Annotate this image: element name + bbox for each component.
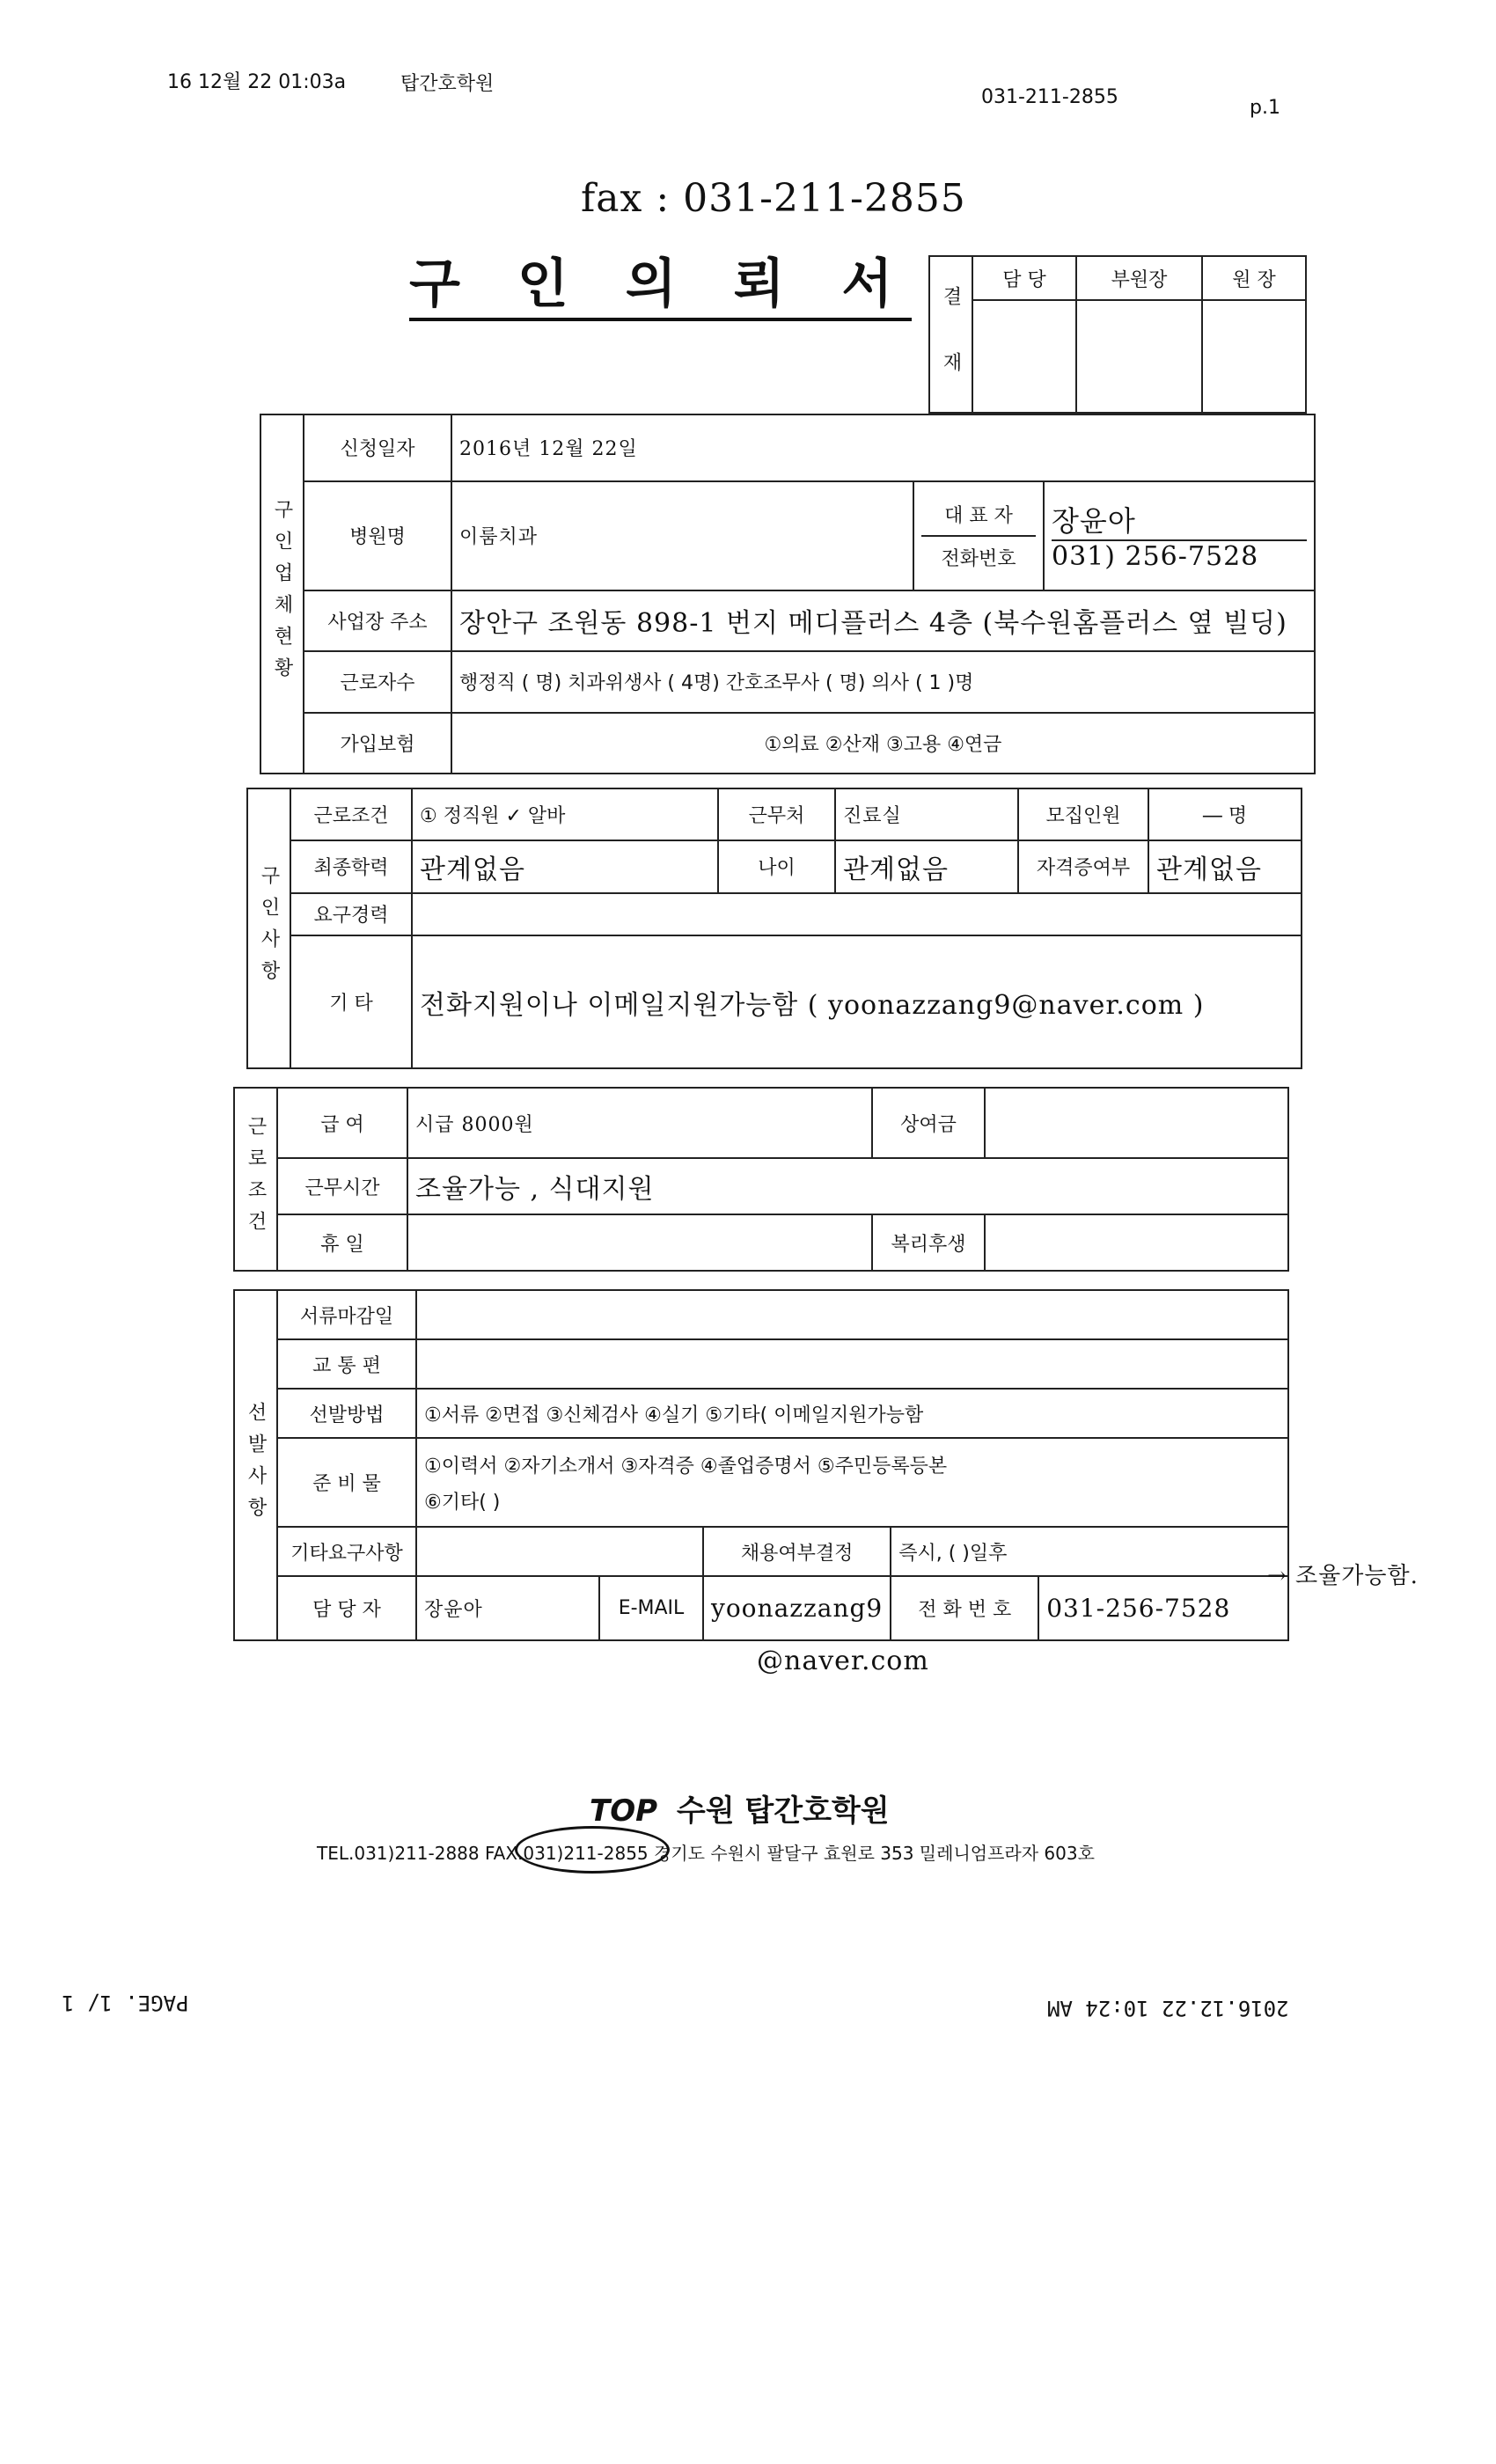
fax-datetime: 16 12월 22 01:03a xyxy=(167,71,347,93)
deadline-value xyxy=(416,1290,1288,1339)
phone-label: 전 화 번 호 xyxy=(891,1576,1038,1640)
manager-value: 장윤아 xyxy=(416,1576,599,1640)
career-label: 요구경력 xyxy=(290,893,412,936)
workplace-value: 진료실 xyxy=(835,788,1018,840)
date-label: 신청일자 xyxy=(304,414,451,481)
rep-value: 장윤아 xyxy=(1052,499,1307,541)
workers-value: 행정직 ( 명) 치과위생사 ( 4명) 간호조무사 ( 명) 의사 ( 1 )명 xyxy=(451,651,1315,712)
email-domain: @naver.com xyxy=(757,1646,929,1676)
documents-line-1: ①이력서 ②자기소개서 ③자격증 ④졸업증명서 ⑤주민등록등본 xyxy=(424,1455,948,1478)
tel-label: 전화번호 xyxy=(941,547,1016,570)
manager-label: 담 당 자 xyxy=(277,1576,416,1640)
recruit-count-value: ― 명 xyxy=(1148,788,1302,840)
mirrored-timestamp: 2016.12.22 10:24 AM xyxy=(1047,1996,1289,2020)
school-name: 수원 탑간호학원 xyxy=(676,1793,890,1829)
etc-value: 전화지원이나 이메일지원가능함 ( yoonazzang9@naver.com ) xyxy=(412,935,1302,1068)
handwritten-fax-number: fax : 031-211-2855 xyxy=(581,176,966,221)
section4-side-label: 선발사항 xyxy=(234,1290,277,1640)
fax-sender: 탑간호학원 xyxy=(400,73,495,95)
section3-side-label: 근로조건 xyxy=(234,1088,277,1271)
welfare-value xyxy=(985,1214,1288,1271)
extra-requirements-value xyxy=(416,1527,703,1576)
pay-value: 시급 8000원 xyxy=(407,1088,872,1158)
phone-value: 031-256-7528 xyxy=(1038,1576,1288,1640)
selection-table xyxy=(233,1289,1289,1641)
company-info-table xyxy=(260,414,1316,774)
bonus-value xyxy=(985,1088,1288,1158)
fax-circle-mark xyxy=(515,1826,670,1874)
holiday-value xyxy=(407,1214,872,1271)
career-value xyxy=(412,893,1302,936)
pay-label: 급 여 xyxy=(277,1088,407,1158)
hospital-name-value: 이룸치과 xyxy=(451,481,913,590)
education-label: 최종학력 xyxy=(290,840,412,892)
hospital-name-label: 병원명 xyxy=(304,481,451,590)
date-value: 2016년 12월 22일 xyxy=(451,414,1315,481)
approval-side-label: 결 재 xyxy=(929,256,972,413)
transport-label: 교 통 편 xyxy=(277,1339,416,1389)
document-title: 구 인 의 뢰 서 xyxy=(409,242,912,321)
fax-page: p.1 xyxy=(1250,97,1280,119)
age-value: 관계없음 xyxy=(835,840,1018,892)
approval-box xyxy=(928,255,1307,414)
approval-col-1: 담 당 xyxy=(972,256,1076,300)
condition-label: 근로조건 xyxy=(290,788,412,840)
email-label: E-MAIL xyxy=(599,1576,703,1640)
approval-col-3: 원 장 xyxy=(1202,256,1306,300)
fax-number: 031-211-2855 xyxy=(981,86,1118,108)
insurance-label: 가입보험 xyxy=(304,713,451,774)
workers-label: 근로자수 xyxy=(304,651,451,712)
approval-col-2: 부원장 xyxy=(1076,256,1202,300)
age-label: 나이 xyxy=(718,840,835,892)
license-label: 자격증여부 xyxy=(1018,840,1148,892)
documents-label: 준 비 물 xyxy=(277,1438,416,1527)
insurance-value: ①의료 ②산재 ③고용 ④연금 xyxy=(451,713,1315,774)
recruit-count-label: 모집인원 xyxy=(1018,788,1148,840)
section2-side-label: 구인사항 xyxy=(247,788,290,1068)
hire-decision-value: 즉시, ( )일후 xyxy=(891,1527,1288,1576)
hire-note: → 조율가능함. xyxy=(1267,1563,1419,1589)
rep-label: 대 표 자 xyxy=(921,494,1036,537)
bonus-label: 상여금 xyxy=(872,1088,985,1158)
hours-value: 조율가능 , 식대지원 xyxy=(407,1158,1288,1214)
documents-line-2: ⑥기타( ) xyxy=(424,1491,501,1514)
hire-decision-label: 채용여부결정 xyxy=(703,1527,891,1576)
condition-value: ① 정직원 ✓ 알바 xyxy=(412,788,718,840)
school-contact: TEL.031)211-2888 FAX.031)211-2855 경기도 수원시 팔달구 효원로 353 밀레니엄프라자 603호 xyxy=(317,1843,1095,1864)
deadline-label: 서류마감일 xyxy=(277,1290,416,1339)
education-value: 관계없음 xyxy=(412,840,718,892)
welfare-label: 복리후생 xyxy=(872,1214,985,1271)
workplace-label: 근무처 xyxy=(718,788,835,840)
holiday-label: 휴 일 xyxy=(277,1214,407,1271)
method-label: 선발방법 xyxy=(277,1389,416,1438)
address-label: 사업장 주소 xyxy=(304,590,451,651)
transport-value xyxy=(416,1339,1288,1389)
etc-label: 기 타 xyxy=(290,935,412,1068)
hours-label: 근무시간 xyxy=(277,1158,407,1214)
extra-requirements-label: 기타요구사항 xyxy=(277,1527,416,1576)
email-value: yoonazzang9 xyxy=(703,1576,891,1640)
recruit-details-table xyxy=(246,788,1302,1069)
section1-side-label: 구인업체현황 xyxy=(260,414,304,774)
work-conditions-table xyxy=(233,1087,1289,1272)
tel-value: 031) 256-7528 xyxy=(1052,541,1259,573)
license-value: 관계없음 xyxy=(1148,840,1302,892)
method-value: ①서류 ②면접 ③신체검사 ④실기 ⑤기타( 이메일지원가능함 xyxy=(416,1389,1288,1438)
mirrored-page-number: PAGE. 1/ 1 xyxy=(62,1991,189,2015)
address-value: 장안구 조원동 898-1 번지 메디플러스 4층 (북수원홈플러스 옆 빌딩) xyxy=(451,590,1315,651)
school-logo-icon: TOP xyxy=(590,1793,658,1829)
